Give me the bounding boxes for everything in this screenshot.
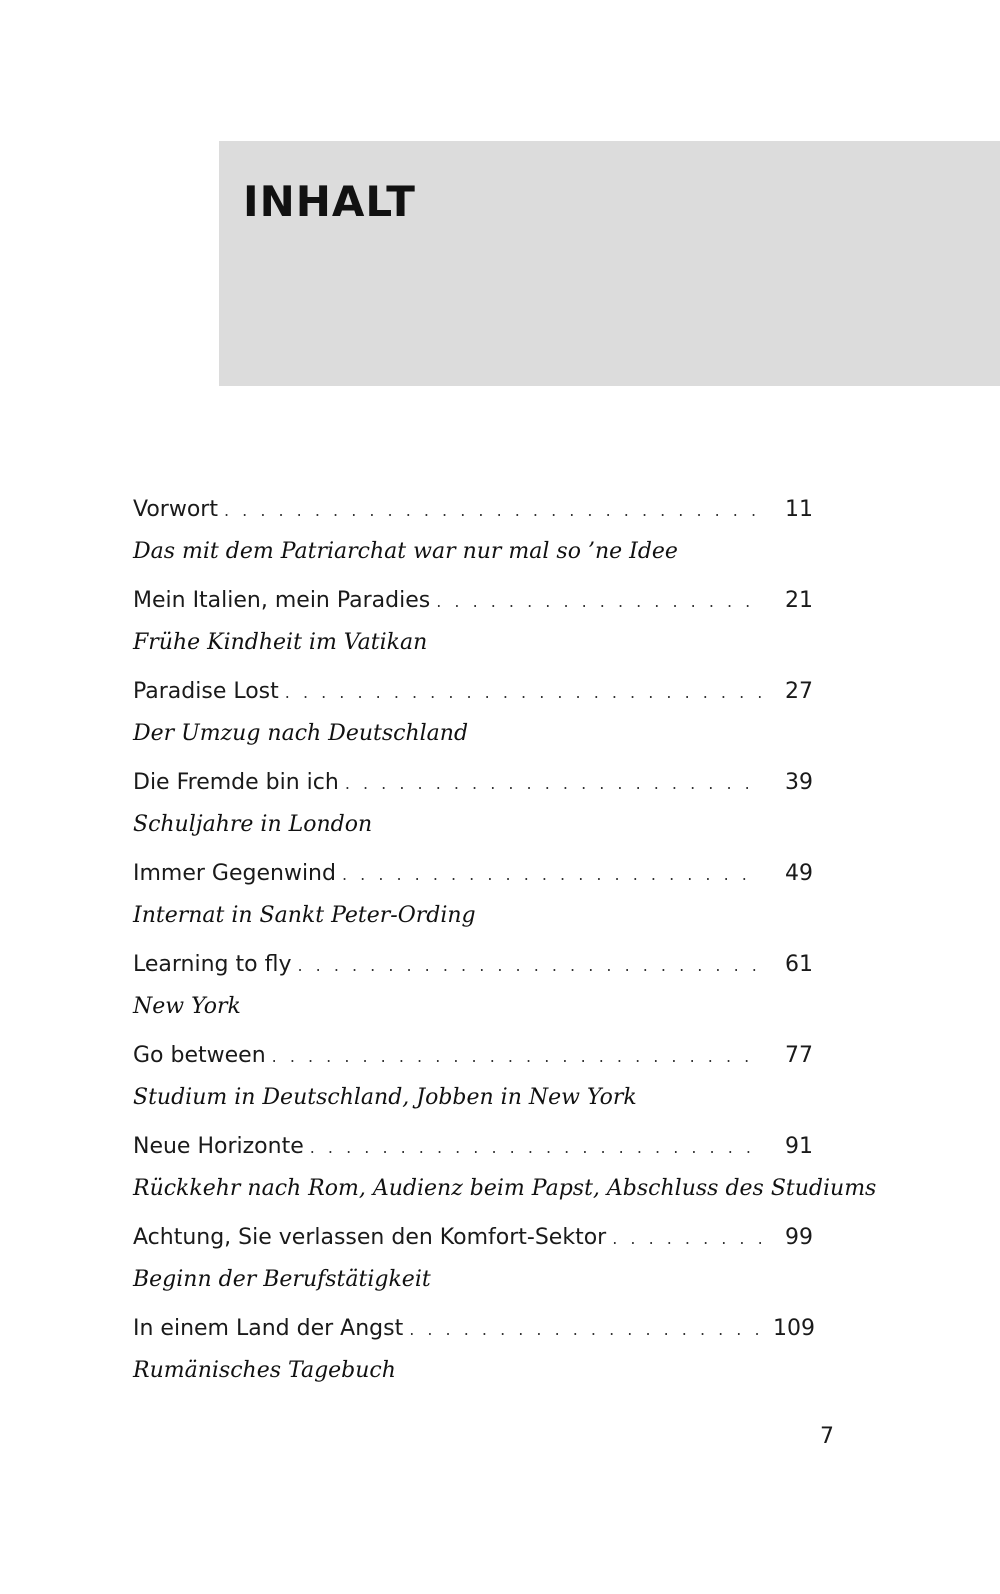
page-title: INHALT (243, 177, 416, 226)
header-box (219, 141, 1000, 386)
page-number: 7 (820, 1424, 834, 1449)
toc-entry (133, 1134, 877, 1225)
toc-entry (133, 1316, 813, 1407)
toc-entry-page: 109 (773, 1316, 815, 1341)
toc-entry-title: Paradise Lost (133, 679, 279, 704)
dot-leader (224, 501, 761, 520)
dot-leader (272, 1047, 761, 1066)
toc-entry-title: In einem Land der Angst (133, 1316, 404, 1341)
toc-entry-page: 91 (785, 1134, 813, 1159)
toc-entry-subtitle: Das mit dem Patriarchat war nur mal so ’ne Idee (133, 539, 678, 564)
toc-entry-title: Die Fremde bin ich (133, 770, 339, 795)
toc-entry-page: 61 (785, 952, 813, 977)
dot-leader (345, 774, 761, 793)
toc-entry-page: 21 (785, 588, 813, 613)
toc-entry (133, 1225, 813, 1316)
dot-leader (342, 865, 761, 884)
dot-leader (409, 1320, 761, 1339)
dot-leader (436, 592, 761, 611)
toc-entry (133, 1043, 813, 1134)
toc-entry (133, 679, 813, 770)
toc-entry-title: Immer Gegenwind (133, 861, 336, 886)
toc-entry-page: 27 (785, 679, 813, 704)
toc-entry-page: 11 (785, 497, 813, 522)
toc-entry-page: 49 (785, 861, 813, 886)
toc-entry-line (133, 679, 813, 715)
dot-leader (297, 956, 761, 975)
toc-entry-title: Neue Horizonte (133, 1134, 304, 1159)
toc-entry-title: Go between (133, 1043, 266, 1068)
toc-entry (133, 952, 813, 1043)
toc-entry-title: Achtung, Sie verlassen den Komfort-Sektor (133, 1225, 607, 1250)
toc-entry-line (133, 588, 813, 624)
dot-leader (310, 1138, 761, 1157)
toc-entry-line (133, 1225, 813, 1261)
toc-entry-page: 39 (785, 770, 813, 795)
toc-entry-page: 99 (785, 1225, 813, 1250)
toc-entry-line (133, 861, 813, 897)
toc-entry-subtitle: Studium in Deutschland, Jobben in New York (133, 1085, 637, 1110)
toc-entry-subtitle: New York (133, 994, 241, 1019)
toc-entry-line (133, 1316, 813, 1352)
toc-entry (133, 588, 813, 679)
toc-entry-line (133, 1043, 813, 1079)
toc-entry-subtitle: Rückkehr nach Rom, Audienz beim Papst, Abschluss des Studiums (133, 1176, 877, 1201)
toc-entry-line (133, 952, 813, 988)
toc-entry-subtitle: Internat in Sankt Peter-Ording (133, 903, 476, 928)
toc-entry (133, 861, 813, 952)
toc-entry-subtitle: Frühe Kindheit im Vatikan (133, 630, 428, 655)
toc-entry-title: Mein Italien, mein Paradies (133, 588, 431, 613)
dot-leader (612, 1229, 761, 1248)
toc-entry-page: 77 (785, 1043, 813, 1068)
toc-entry-subtitle: Schuljahre in London (133, 812, 373, 837)
toc-entry-subtitle: Rumänisches Tagebuch (133, 1358, 396, 1383)
toc-entry-subtitle: Der Umzug nach Deutschland (133, 721, 469, 746)
table-of-contents (133, 497, 877, 1407)
toc-entry-line (133, 770, 813, 806)
toc-entry (133, 770, 813, 861)
dot-leader (285, 683, 761, 702)
toc-entry-title: Learning to fly (133, 952, 292, 977)
toc-entry-line (133, 1134, 813, 1170)
toc-entry-title: Vorwort (133, 497, 218, 522)
toc-entry-line (133, 497, 813, 533)
toc-entry-subtitle: Beginn der Berufstätigkeit (133, 1267, 431, 1292)
toc-entry (133, 497, 813, 588)
